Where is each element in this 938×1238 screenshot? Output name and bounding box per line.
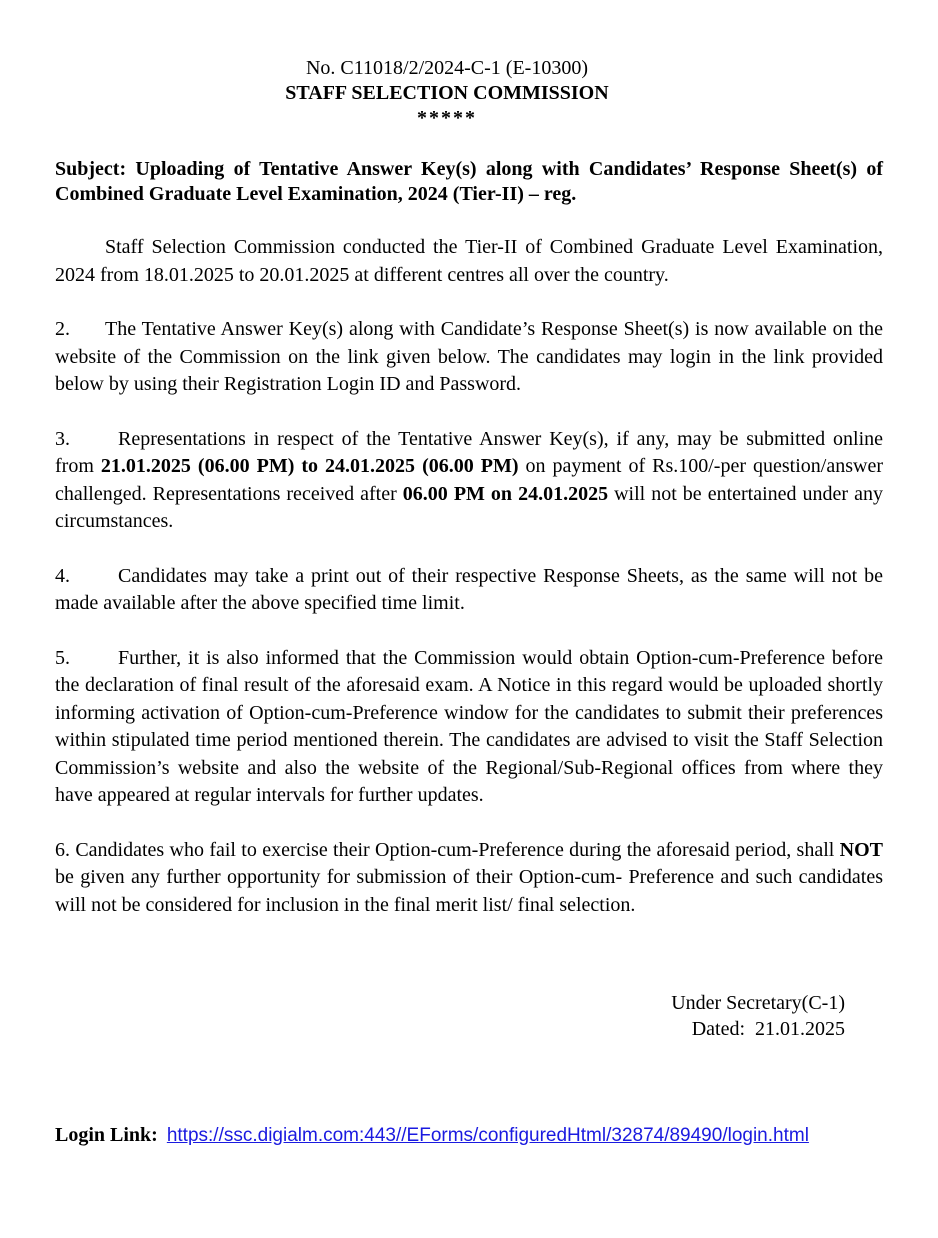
login-link-url[interactable]: https://ssc.digialm.com:443//EForms/configuredHtml/32874/89490/login.html [166, 1125, 809, 1146]
document-header [55, 56, 839, 131]
subject-line: Subject: Uploading of Tentative Answer Key(s) along with Candidates’ Response Sheet(s) of Combined Graduate Level Examination, 2024 (Tier-II) – reg. [55, 158, 883, 205]
paragraph-2-text: The Tentative Answer Key(s) along with Candidate’s Response Sheet(s) is now available on the website of the Commission on the link given below. The candidates may login in the link provided below by using their Registration Login ID and Password. [55, 318, 883, 395]
login-link-row [55, 1122, 883, 1149]
paragraph-2 [55, 316, 883, 399]
stars-separator: ***** [417, 107, 477, 129]
dated-line: Dated: 21.01.2025 [691, 1017, 845, 1040]
commission-title: STAFF SELECTION COMMISSION [285, 82, 609, 104]
paragraph-6-text: be given any further opportunity for submission of their Option-cum- Preference and such candidates will not be considered for inclusion in the final merit list/ final selection. [55, 866, 883, 916]
paragraph-3-text: on payment of Rs.100/-per question/answer challenged. Representations received after [55, 455, 883, 505]
reference-number: No. C11018/2/2024-C-1 (E-10300) [305, 57, 588, 79]
not-emphasis: NOT [839, 838, 883, 861]
paragraph-3-text: Representations in respect of the Tentative Answer Key(s), if any, may be submitted online from [55, 427, 883, 477]
paragraph-3-number: 3. [55, 427, 70, 450]
login-link-label: Login Link: [55, 1124, 158, 1146]
paragraph-6 [55, 837, 883, 920]
paragraph-5-text: Further, it is also informed that the Commission would obtain Option-cum-Preference before the declaration of final result of the aforesaid exam. A Notice in this regard would be uploaded shortly informing activation of Option-cum-Preference window for the candidates to submit their preferences within stipulated time period mentioned therein. The candidates are advised to visit the Staff Selection Commission’s website and also the website of the Regional/Sub-Regional offices from where they have appeared at regular intervals for further updates. [55, 646, 883, 806]
signature-block [55, 991, 845, 1042]
paragraph-1-text: Staff Selection Commission conducted the Tier-II of Combined Graduate Level Examination, 2024 from 18.01.2025 to 20.01.2025 at different centres all over the country. [55, 236, 883, 286]
paragraph-6-text: 6. Candidates who fail to exercise their Option-cum-Preference during the aforesaid period, shall [55, 838, 840, 861]
paragraph-3 [55, 426, 883, 536]
paragraph-2-number: 2. [55, 318, 70, 340]
representation-deadline: 06.00 PM on 24.01.2025 [402, 482, 609, 505]
paragraph-5 [55, 645, 883, 810]
paragraph-5-number: 5. [55, 646, 70, 669]
under-secretary-line: Under Secretary(C-1) [671, 992, 845, 1014]
representation-window-dates: 21.01.2025 (06.00 PM) to 24.01.2025 (06.00 PM) [100, 455, 519, 477]
paragraph-3-text: will not be entertained under any circumstances. [55, 482, 883, 532]
paragraph-4-text: Candidates may take a print out of their respective Response Sheets, as the same will not be made available after the above specified time limit. [55, 564, 883, 614]
paragraph-1 [55, 234, 883, 289]
paragraph-4-number: 4. [55, 564, 70, 587]
paragraph-4 [55, 563, 883, 618]
